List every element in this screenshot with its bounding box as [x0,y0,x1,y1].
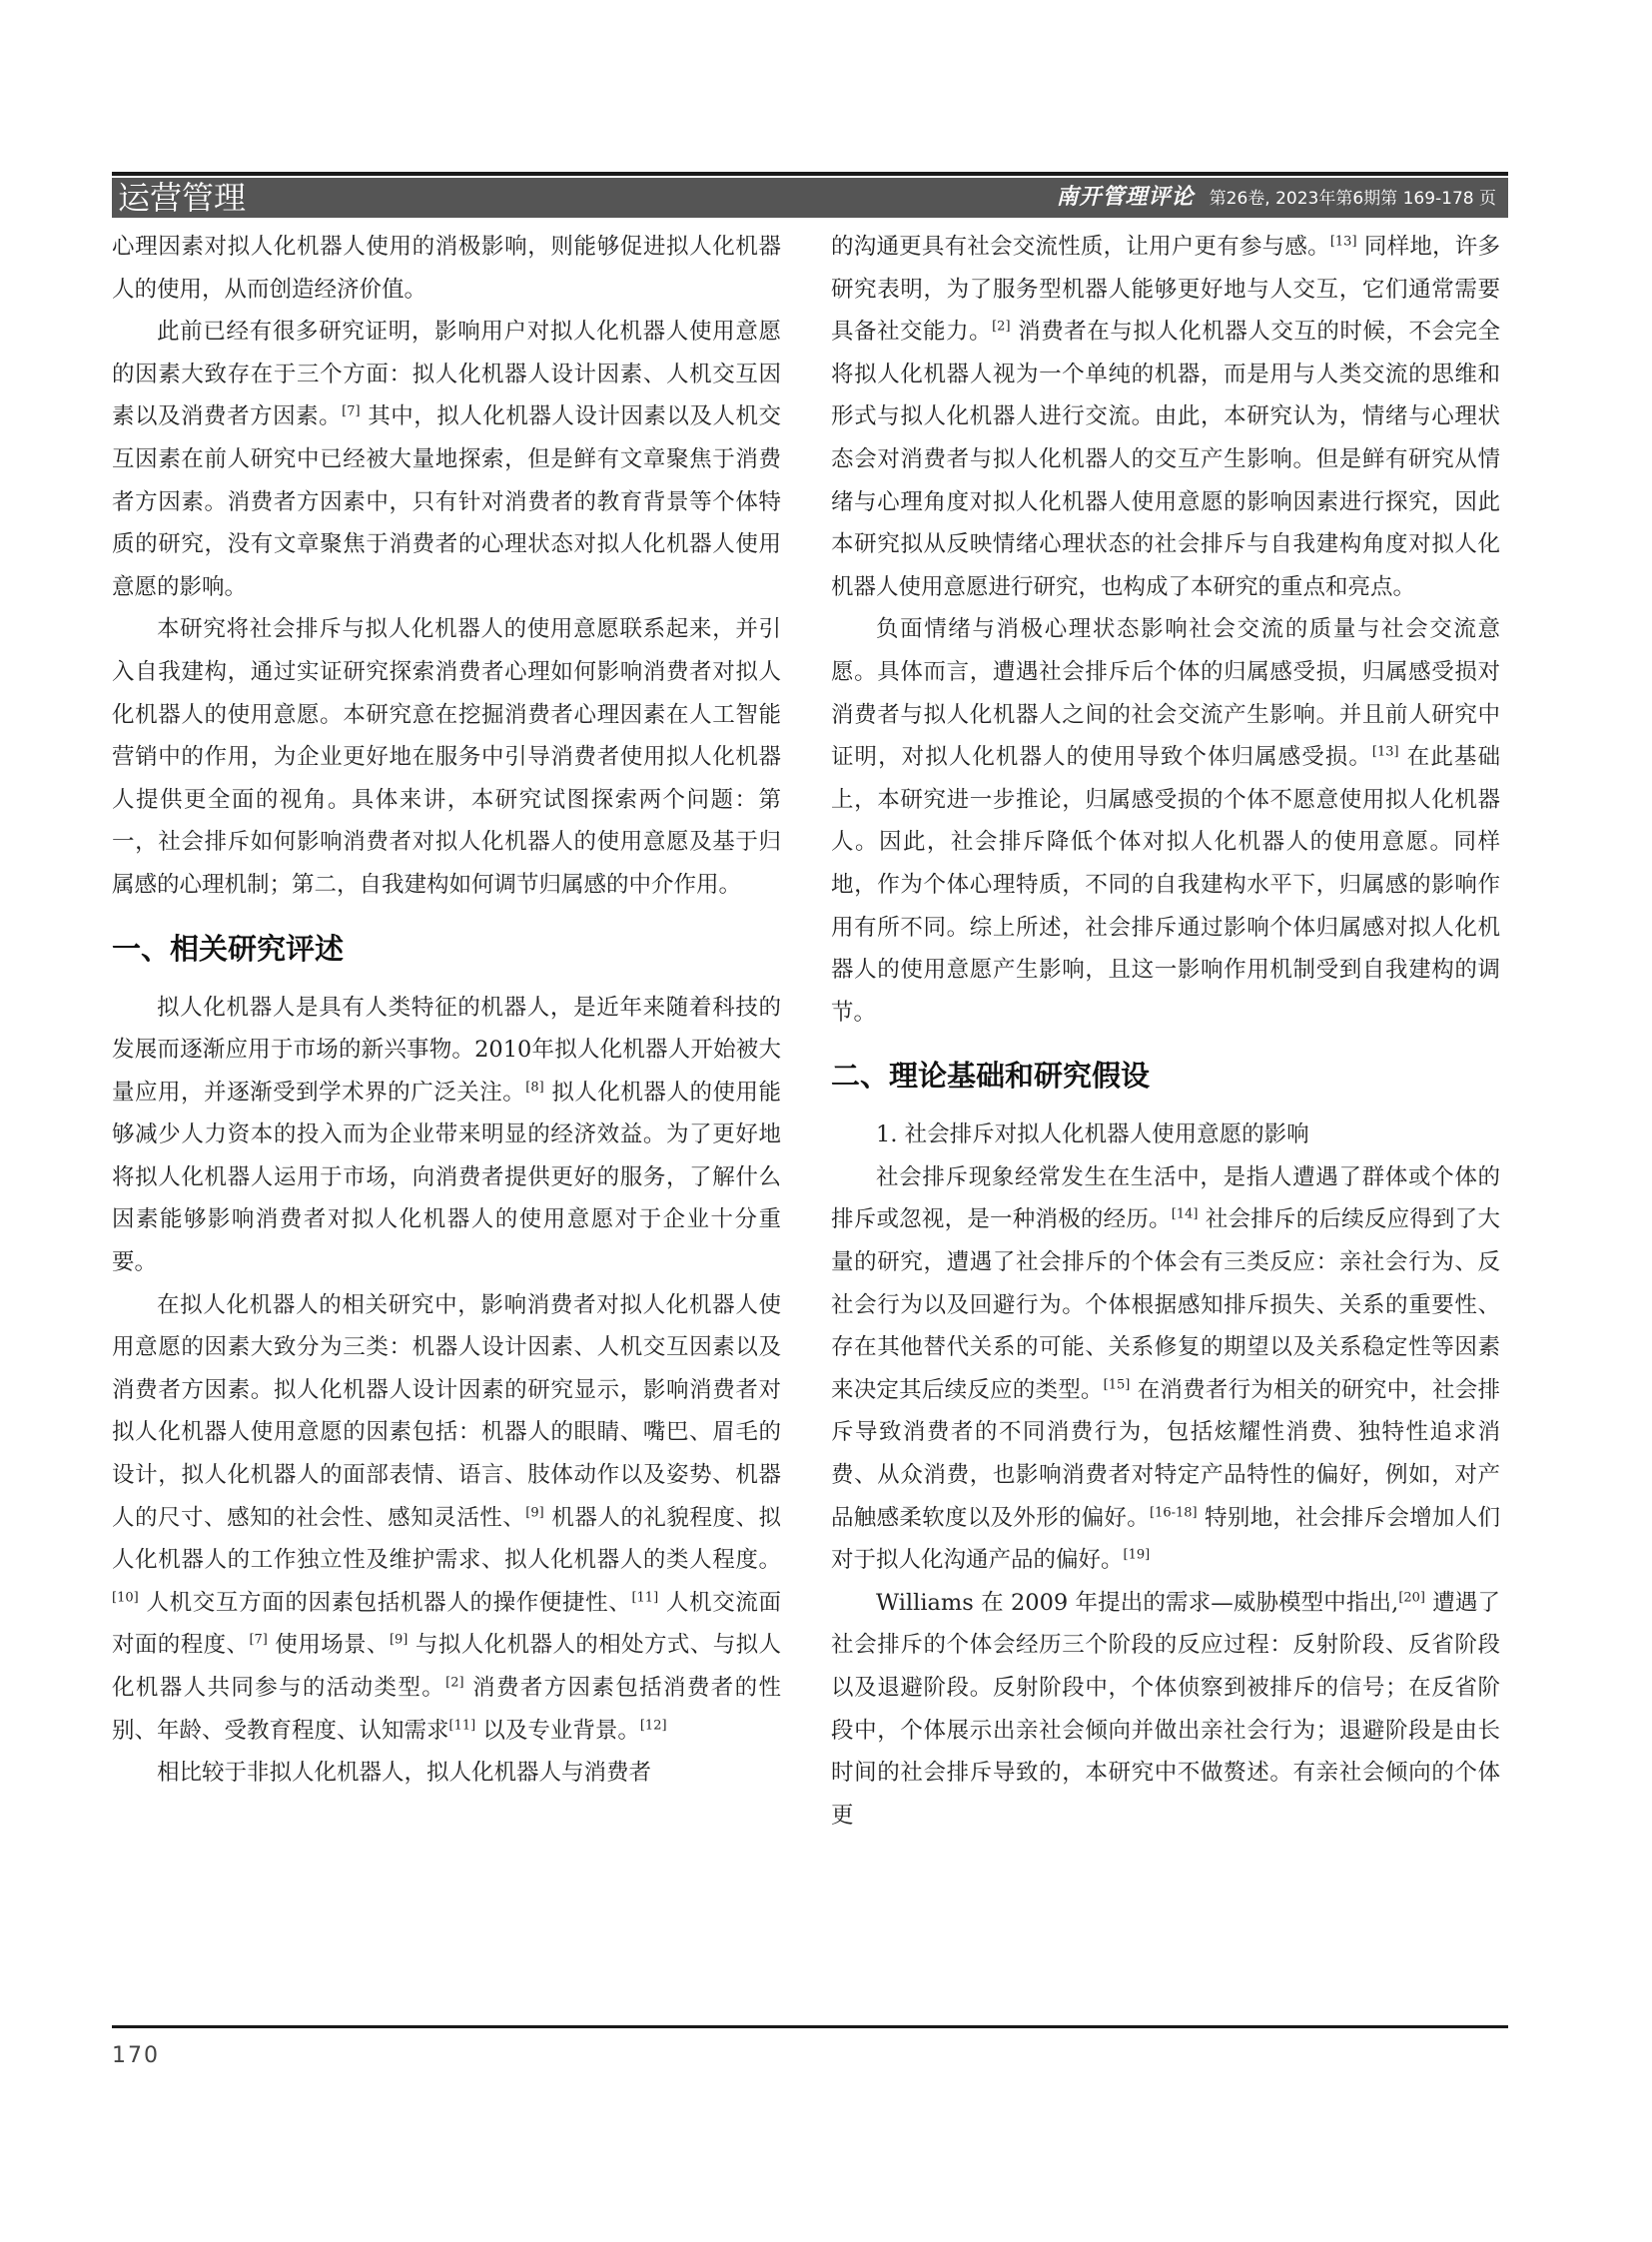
text-run: 在此基础上，本研究进一步推论，归属感受损的个体不愿意使用拟人化机器人。因此，社会排斥降低个体对拟人化机器人的使用意愿。同样地，作为个体心理特质，不同的自我建构水平下，归属感的影响作用有所不同。综上所述，社会排斥通过影响个体归属感对拟人化机器人的使用意愿产生影响，且这一影响作用机制受到自我建构的调节。 [831,744,1500,1026]
text-run: 的沟通更具有社会交流性质，让用户更有参与感。 [831,234,1330,260]
section-heading: 一、相关研究评述 [112,931,345,966]
text-run: 机器人的礼貌程度、拟人化机器人的工作独立性及维护需求、拟人化机器人的类人程度。 [112,1504,781,1574]
citation: [19] [1123,1547,1151,1563]
citation: [13] [1329,234,1357,250]
text-run: 社会排斥的后续反应得到了大量的研究，遭遇了社会排斥的个体会有三类反应：亲社会行为、反社会行为以及回避行为。个体根据感知排斥损失、关系的重要性、存在其他替代关系的可能、关系修复的期望以及关系稳定性等因素来决定其后续反应的类型。 [831,1206,1500,1403]
section-heading: 二、理论基础和研究假设 [831,1059,1151,1094]
header-rule [112,172,1508,176]
text-run: 人机交互方面的因素包括机器人的操作便捷性、 [138,1589,632,1616]
subsection-heading: 1. 社会排斥对拟人化机器人使用意愿的影响 [876,1121,1309,1148]
paragraph: 心理因素对拟人化机器人使用的消极影响，则能够促进拟人化机器人的使用，从而创造经济价值。 [112,234,781,303]
page-header [112,172,1508,220]
section-name: 运营管理 [118,179,247,217]
issue-info: 第26卷, 2023年第6期第 169-178 页 [1209,189,1496,209]
text-run: 消费者方因素包括消费者的性别、年龄、受教育程度、认知需求 [112,1675,781,1744]
journal-info [1057,178,1496,218]
text-run: 在拟人化机器人的相关研究中，影响消费者对拟人化机器人使用意愿的因素大致分为三类：机器人设计因素、人机交互因素以及消费者方因素。拟人化机器人设计因素的研究显示，影响消费者对拟人化机器人使用意愿的因素包括：机器人的眼睛、嘴巴、眉毛的设计，拟人化机器人的面部表情、语言、肢体动作以及姿势、机器人的尺寸、感知的社会性、感知灵活性、 [112,1291,781,1531]
citation: [16-18] [1150,1505,1198,1521]
journal-name: 南开管理评论 [1056,185,1195,210]
citation: [9] [525,1505,544,1521]
paragraph [112,987,781,1284]
text-run: 以及专业背景。 [475,1717,640,1744]
citation: [14] [1171,1206,1199,1222]
citation: [7] [342,403,361,419]
citation: [2] [445,1675,464,1691]
text-run: 拟人化机器人的使用能够减少人力资本的投入而为企业带来明显的经济效益。为了更好地将拟人化机器人运用于市场，向消费者提供更好的服务，了解什么因素能够影响消费者对拟人化机器人的使用意愿对于企业十分重要。 [112,1079,781,1276]
text-run: 人机交流面对面的程度、 [112,1589,781,1659]
page-number: 170 [112,2043,160,2068]
paragraph [831,1156,1500,1582]
text-run: 负面情绪与消极心理状态影响社会交流的质量与社会交流意愿。具体而言，遭遇社会排斥后个体的归属感受损，归属感受损对消费者与拟人化机器人之间的社会交流产生影响。并且前人研究中证明，对拟人化机器人的使用导致个体归属感受损。 [831,616,1500,771]
citation: [20] [1398,1590,1425,1606]
paragraph [831,226,1500,608]
text-run: 消费者在与拟人化机器人交互的时候，不会完全将拟人化机器人视为一个单纯的机器，而是用与人类交流的思维和形式与拟人化机器人进行交流。由此，本研究认为，情绪与心理状态会对消费者与拟人化机器人的交互产生影响。但是鲜有研究从情绪与心理角度对拟人化机器人使用意愿的影响因素进行探究，因此本研究拟从反映情绪心理状态的社会排斥与自我建构角度对拟人化机器人使用意愿进行研究，也构成了本研究的重点和亮点。 [831,319,1500,600]
paragraph [112,311,781,608]
text-run: 与拟人化机器人的相处方式、与拟人化机器人共同参与的活动类型。 [112,1632,782,1701]
citation: [10] [112,1590,139,1606]
right-column [831,226,1500,1837]
text-run: 拟人化机器人是具有人类特征的机器人，是近年来随着科技的发展而逐渐应用于市场的新兴事物。2010年拟人化机器人开始被大量应用，并逐渐受到学术界的广泛关注。 [112,994,781,1106]
citation: [11] [448,1718,476,1734]
text-run: 此前已经有很多研究证明，影响用户对拟人化机器人使用意愿的因素大致存在于三个方面：拟人化机器人设计因素、人机交互因素以及消费者方因素。 [112,319,781,430]
citation: [9] [389,1632,409,1648]
text-run: Williams 在 2009 年提出的需求—威胁模型中指出, [876,1589,1399,1616]
paragraph: 相比较于非拟人化机器人，拟人化机器人与消费者 [157,1760,652,1787]
citation: [7] [249,1632,268,1648]
citation: [12] [639,1718,667,1734]
text-run: 社会排斥现象经常发生在生活中，是指人遭遇了群体或个体的排斥或忽视，是一种消极的经历。 [831,1163,1500,1233]
footer-rule [112,2025,1508,2028]
citation: [8] [525,1080,544,1096]
citation: [13] [1371,744,1399,760]
text-run: 使用场景、 [267,1632,390,1659]
left-column [112,226,781,1795]
text-run: 遭遇了社会排斥的个体会经历三个阶段的反应过程：反射阶段、反省阶段以及退避阶段。反射阶段中，个体侦察到被排斥的信号；在反省阶段中，个体展示出亲社会倾向并做出亲社会行为；退避阶段是由长时间的社会排斥导致的，本研究中不做赘述。有亲社会倾向的个体更 [831,1589,1501,1829]
citation: [11] [631,1590,659,1606]
citation: [2] [992,319,1011,335]
paragraph [112,1284,781,1753]
paragraph [831,1582,1500,1838]
text-run: 同样地，许多研究表明，为了服务型机器人能够更好地与人交互，它们通常需要具备社交能力。 [831,234,1500,346]
paragraph: 本研究将社会排斥与拟人化机器人的使用意愿联系起来，并引入自我建构，通过实证研究探索消费者心理如何影响消费者对拟人化机器人的使用意愿。本研究意在挖掘消费者心理因素在人工智能营销中的作用，为企业更好地在服务中引导消费者使用拟人化机器人提供更全面的视角。具体来讲，本研究试图探索两个问题：第一，社会排斥如何影响消费者对拟人化机器人的使用意愿及基于归属感的心理机制；第二，自我建构如何调节归属感的中介作用。 [112,616,781,898]
text-run: 其中，拟人化机器人设计因素以及人机交互因素在前人研究中已经被大量地探索，但是鲜有文章聚焦于消费者方因素。消费者方因素中，只有针对消费者的教育背景等个体特质的研究，没有文章聚焦于消费者的心理状态对拟人化机器人使用意愿的影响。 [112,403,781,600]
paragraph [831,608,1500,1034]
citation: [15] [1103,1377,1131,1393]
text-run: 特别地，社会排斥会增加人们对于拟人化沟通产品的偏好。 [831,1504,1500,1574]
text-run: 在消费者行为相关的研究中，社会排斥导致消费者的不同消费行为，包括炫耀性消费、独特性追求消费、从众消费，也影响消费者对特定产品特性的偏好，例如，对产品触感柔软度以及外形的偏好。 [831,1376,1500,1531]
